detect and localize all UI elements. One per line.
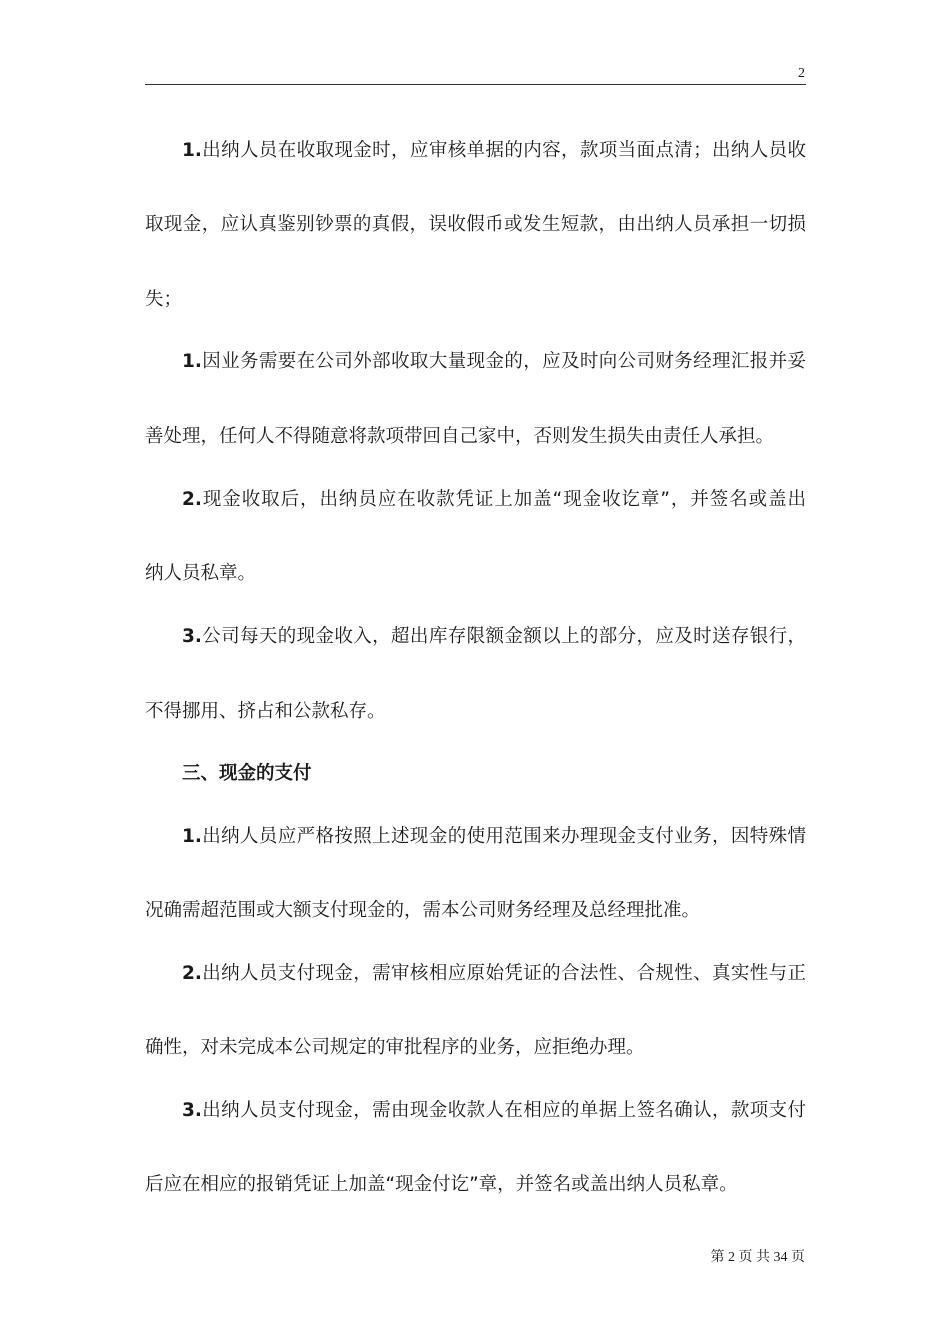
- paragraph-line: 取现金，应认真鉴别钞票的真假，误收假币或发生短款，由出纳人员承担一切损: [145, 214, 806, 235]
- item-number: 2.: [182, 489, 202, 510]
- paragraph-line: 况确需超范围或大额支付现金的，需本公司财务经理及总经理批准。: [145, 900, 701, 921]
- paragraph-line: 3.公司每天的现金收入，超出库存限额金额以上的部分，应及时送存银行，: [182, 626, 806, 647]
- item-number: 1.: [182, 140, 202, 161]
- paragraph-line: 后应在相应的报销凭证上加盖“现金付讫”章，并签名或盖出纳人员私章。: [145, 1174, 738, 1195]
- page-footer: 第 2 页 共 34 页: [710, 1250, 805, 1265]
- item-number: 1.: [182, 826, 202, 847]
- paragraph-line: 3.出纳人员支付现金，需由现金收款人在相应的单据上签名确认，款项支付: [182, 1100, 806, 1121]
- paragraph-line: 失；: [145, 289, 183, 310]
- paragraph-line: 2.现金收取后，出纳员应在收款凭证上加盖“现金收讫章”，并签名或盖出: [182, 489, 806, 510]
- paragraph-line: 1.出纳人员应严格按照上述现金的使用范围来办理现金支付业务，因特殊情: [182, 826, 806, 847]
- item-number: 2.: [182, 963, 202, 984]
- paragraph-line: 不得挪用、挤占和公款私存。: [145, 701, 386, 722]
- item-number: 1.: [182, 351, 202, 372]
- header-rule: [145, 84, 806, 85]
- header-page-number: 2: [798, 66, 805, 81]
- paragraph-line: 1.因业务需要在公司外部收取大量现金的，应及时向公司财务经理汇报并妥: [182, 351, 806, 372]
- paragraph-line: 1.出纳人员在收取现金时，应审核单据的内容，款项当面点清；出纳人员收: [182, 140, 806, 161]
- paragraph-line: 2.出纳人员支付现金，需审核相应原始凭证的合法性、合规性、真实性与正: [182, 963, 806, 984]
- item-number: 3.: [182, 1100, 202, 1121]
- section-heading: 三、现金的支付: [182, 763, 312, 784]
- paragraph-line: 善处理，任何人不得随意将款项带回自己家中，否则发生损失由责任人承担。: [145, 426, 775, 447]
- paragraph-line: 纳人员私章。: [145, 563, 257, 584]
- item-number: 3.: [182, 626, 202, 647]
- paragraph-line: 确性，对未完成本公司规定的审批程序的业务，应拒绝办理。: [145, 1037, 645, 1058]
